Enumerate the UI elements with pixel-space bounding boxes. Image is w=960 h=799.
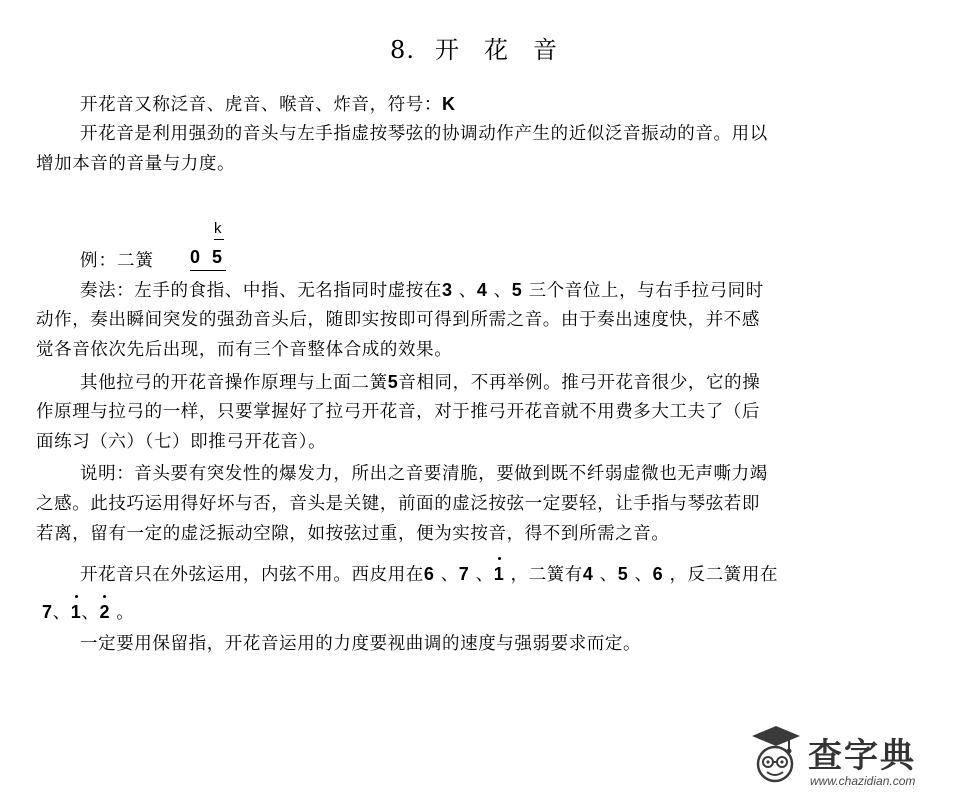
sep: 、 <box>593 565 618 585</box>
usage-line-2 <box>42 598 922 627</box>
usage-text-c: ，反二簧用在 <box>663 565 779 585</box>
notation-rest-zero: 0 <box>190 247 201 267</box>
watermark-url: www.chazidian.com <box>810 774 916 788</box>
notation-tie <box>214 239 224 240</box>
intro-line-1 <box>80 90 960 119</box>
sep: 、 <box>434 565 459 585</box>
example-label: 例：二簧 <box>80 251 154 271</box>
title-char-1: 开 <box>434 36 460 64</box>
intro-line-2: 开花音是利用强劲的音头与左手指虚按琴弦的协调动作产生的近似泛音振动的音。用以 <box>80 124 768 144</box>
graduate-mascot-icon <box>744 722 804 792</box>
final-line-1: 一定要用保留指，开花音运用的力度要视曲调的速度与强弱要求而定。 <box>80 634 642 654</box>
title-char-3: 音 <box>532 36 558 64</box>
num-1: 1 <box>70 602 82 622</box>
method-line-3: 觉各音依次先后出现，而有三个音整体合成的效果。 <box>36 340 453 360</box>
other-line-1 <box>80 368 960 397</box>
note-line-1: 说明：音头要有突发性的爆发力，所出之音要清脆，要做到既不纤弱虚微也无声嘶力竭 <box>80 464 768 484</box>
method-text-a: 奏法：左手的食指、中指、无名指同时虚按在 <box>80 281 442 301</box>
num-6: 6 <box>652 564 664 584</box>
sep: 。 <box>110 603 135 623</box>
num-1-high-octave <box>494 560 505 588</box>
notation-note-five: 5 <box>212 247 223 267</box>
watermark-brand: 查字典 <box>808 736 916 776</box>
sep: 、 <box>81 603 100 623</box>
notation-underline <box>190 270 226 271</box>
sep: 、 <box>628 565 653 585</box>
symbol-k: K <box>442 94 456 114</box>
num-3: 3 <box>442 280 453 300</box>
num-6: 6 <box>423 564 435 584</box>
notation-example <box>190 220 240 276</box>
num-5: 5 <box>511 280 523 300</box>
usage-text-a: 开花音只在外弦运用，内弦不用。西皮用在 <box>80 565 424 585</box>
method-text-b: 三个音位上，与右手拉弓同时 <box>522 281 764 301</box>
num-5: 5 <box>617 564 629 584</box>
num-7: 7 <box>42 602 53 622</box>
octave-dot <box>498 557 501 560</box>
notation-mark-k: k <box>214 220 222 237</box>
num-1-high-octave <box>71 598 82 626</box>
page-title <box>0 30 960 65</box>
method-line-2: 动作，奏出瞬间突发的强劲音头后，随即实按即可得到所需之音。由于奏出速度快，并不感 <box>36 310 760 330</box>
sep: 、 <box>469 565 494 585</box>
num-7: 7 <box>458 564 470 584</box>
num-2: 2 <box>99 602 111 622</box>
title-number: 8. <box>390 36 415 64</box>
watermark-logo <box>744 722 944 794</box>
other-text-a: 其他拉弓的开花音操作原理与上面二簧 <box>80 373 388 393</box>
other-line-3: 面练习（六）（七）即推弓开花音）。 <box>36 432 327 452</box>
num-2-high-octave <box>99 598 110 626</box>
sep: 、 <box>487 281 512 301</box>
num-1: 1 <box>493 564 505 584</box>
note-line-3: 若离，留有一定的虚泛振动空隙，如按弦过重，便为实按音，得不到所需之音。 <box>36 524 670 544</box>
intro-line-3: 增加本音的音量与力度。 <box>36 154 236 174</box>
usage-text-b: ，二簧有 <box>504 565 583 585</box>
usage-line-1 <box>80 560 960 589</box>
other-line-2: 作原理与拉弓的一样，只要掌握好了拉弓开花音，对于推弓开花音就不用费多大工夫了（后 <box>36 402 760 422</box>
title-char-2: 花 <box>483 36 509 64</box>
note-line-2: 之感。此技巧运用得好坏与否，音头是关键，前面的虚泛按弦一定要轻，让手指与琴弦若即 <box>36 494 760 514</box>
other-text-b: 音相同，不再举例。推弓开花音很少，它的操 <box>398 373 761 393</box>
intro-text: 开花音又称泛音、虎音、喉音、炸音，符号： <box>80 95 442 115</box>
octave-dot <box>103 595 106 598</box>
method-line-1 <box>80 276 960 305</box>
sep: 、 <box>52 603 71 623</box>
num-5: 5 <box>387 372 399 392</box>
sep: 、 <box>452 281 477 301</box>
octave-dot <box>75 595 78 598</box>
num-4: 4 <box>582 564 594 584</box>
num-4: 4 <box>476 280 488 300</box>
